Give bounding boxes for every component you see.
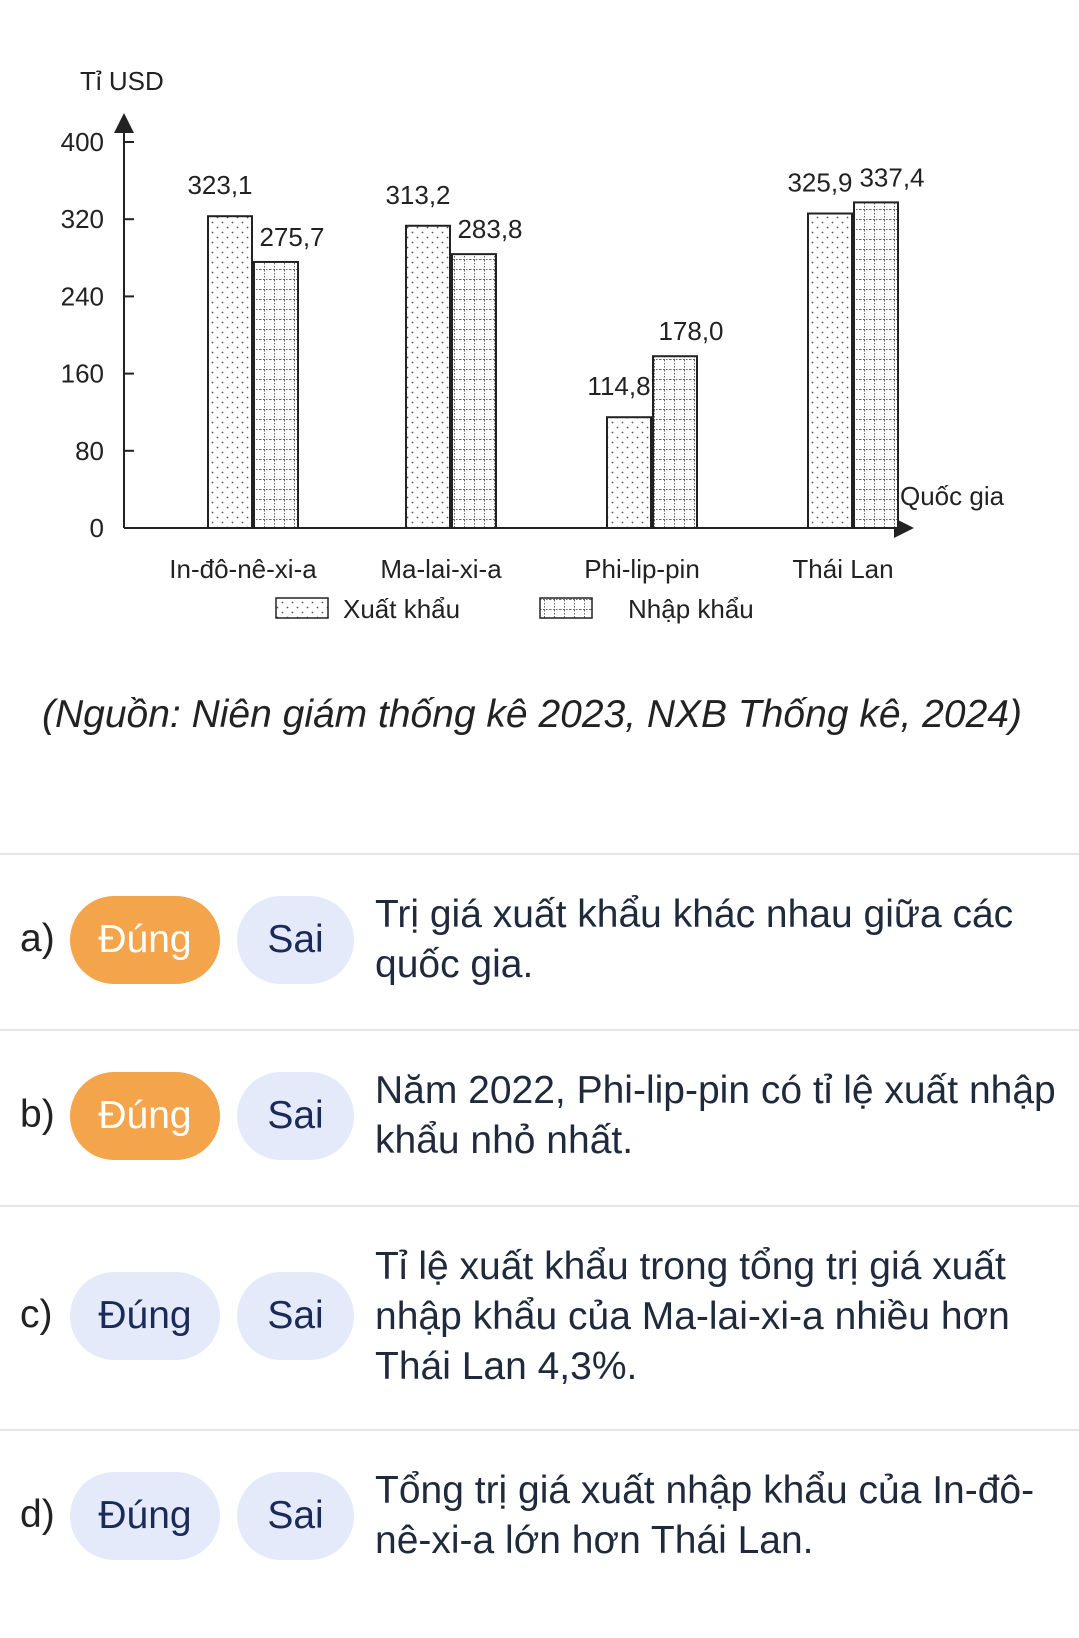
data-label: 178,0	[658, 316, 724, 347]
question-row-b	[0, 1031, 1079, 1205]
x-tick-label: Phi-lip-pin	[584, 554, 700, 584]
x-tick-label: Ma-lai-xi-a	[380, 554, 502, 584]
y-tick-label: 0	[89, 513, 104, 543]
bar-import	[854, 202, 898, 528]
y-tick-label: 400	[60, 127, 104, 157]
y-tick-label: 80	[75, 435, 104, 466]
bar-export	[808, 214, 852, 528]
question-row-c	[0, 1207, 1079, 1429]
false-button[interactable]: Sai	[237, 1472, 354, 1560]
y-axis-title: Tỉ USD	[80, 66, 164, 96]
data-label: 275,7	[259, 221, 325, 252]
question-text: Tổng trị giá xuất nhập khẩu của In-đô-nê-xi-a lớn hơn Thái Lan.	[375, 1469, 1035, 1562]
question-text: Tỉ lệ xuất khẩu trong tổng trị giá xuất nhập khẩu của Ma-lai-xi-a nhiều hơn Thái Lan 4,3%.	[375, 1245, 1010, 1388]
data-label: 114,8	[587, 371, 651, 402]
legend-swatch-import	[540, 598, 592, 618]
legend-swatch-export	[276, 598, 328, 618]
y-tick-label: 320	[60, 204, 104, 235]
bar-chart	[0, 0, 1079, 650]
y-tick-label: 160	[60, 358, 104, 389]
data-label: 283,8	[457, 214, 523, 245]
false-button[interactable]: Sai	[237, 1072, 354, 1160]
x-tick-label: In-đô-nê-xi-a	[169, 554, 317, 584]
true-button[interactable]: Đúng	[70, 1472, 220, 1560]
question-letter: a)	[20, 917, 55, 960]
data-label: 325,9	[787, 167, 853, 198]
question-letter: b)	[20, 1093, 55, 1136]
legend-label-export: Xuất khẩu	[343, 594, 461, 624]
question-letter: c)	[20, 1293, 53, 1336]
question-row-d	[0, 1431, 1079, 1611]
true-button[interactable]: Đúng	[70, 896, 220, 984]
y-tick-label: 240	[60, 281, 104, 312]
question-letter: d)	[20, 1493, 55, 1536]
false-button[interactable]: Sai	[237, 896, 354, 984]
bar-import	[254, 262, 298, 528]
data-label: 337,4	[859, 162, 925, 193]
chart-source: (Nguồn: Niên giám thống kê 2023, NXB Thống kê, 2024)	[42, 693, 1022, 736]
bar-export	[607, 417, 651, 528]
bar-import	[653, 356, 697, 528]
question-text: Năm 2022, Phi-lip-pin có tỉ lệ xuất nhập khẩu nhỏ nhất.	[375, 1069, 1056, 1162]
true-button[interactable]: Đúng	[70, 1072, 220, 1160]
question-row-a	[0, 855, 1079, 1029]
x-axis-title: Quốc gia	[900, 481, 1005, 511]
data-label: 313,2	[385, 179, 451, 210]
true-button[interactable]: Đúng	[70, 1272, 220, 1360]
data-label: 323,1	[187, 170, 253, 201]
bar-export	[208, 216, 252, 528]
x-tick-label: Thái Lan	[792, 554, 894, 584]
false-button[interactable]: Sai	[237, 1272, 354, 1360]
question-text: Trị giá xuất khẩu khác nhau giữa các quốc gia.	[375, 893, 1014, 986]
legend-label-import: Nhập khẩu	[628, 594, 754, 624]
bar-import	[452, 254, 496, 528]
bar-export	[406, 226, 450, 528]
